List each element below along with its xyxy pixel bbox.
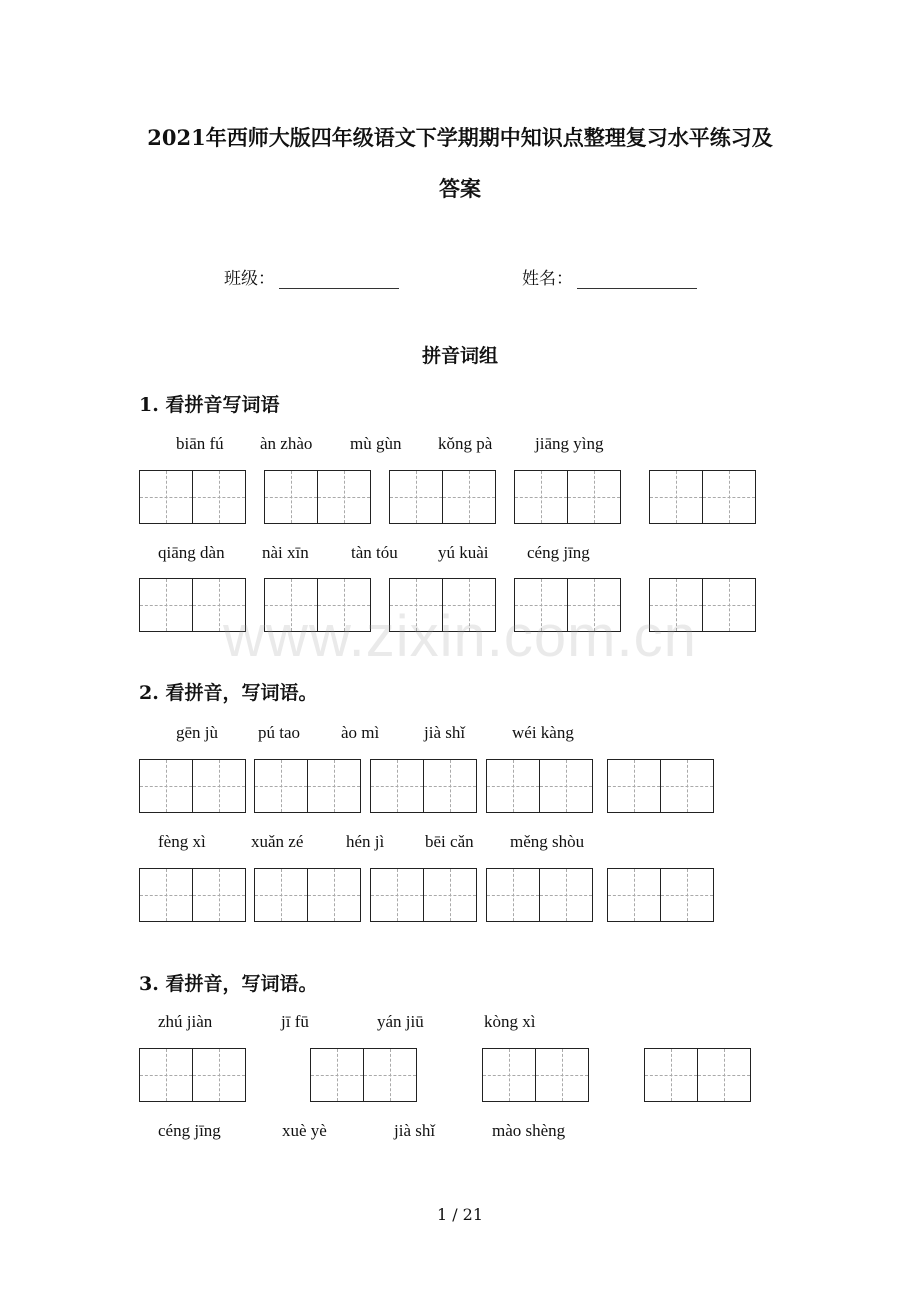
writing-grid[interactable]: [370, 759, 477, 813]
pinyin-label: gēn jù: [176, 723, 219, 742]
pinyin-label: zhú jiàn: [158, 1012, 213, 1031]
writing-grid[interactable]: [607, 759, 714, 813]
writing-grid[interactable]: [607, 868, 714, 922]
pinyin-label: nài xīn: [262, 543, 309, 562]
pinyin-label: wéi kàng: [512, 723, 574, 742]
writing-grid[interactable]: [310, 1048, 417, 1102]
pinyin-label: tàn tóu: [351, 543, 398, 562]
question-1-title: 1. 看拼音写词语: [139, 394, 280, 416]
pinyin-label: měng shòu: [510, 832, 585, 851]
writing-grid[interactable]: [514, 470, 621, 524]
question-2-title: 2. 看拼音，写词语。: [139, 682, 318, 704]
doc-title-line2: 答案: [439, 176, 481, 201]
doc-title-line1: 2021年西师大版四年级语文下学期期中知识点整理复习水平练习及: [147, 125, 773, 150]
pinyin-label: kǒng pà: [438, 434, 493, 453]
class-label: 班级：: [224, 269, 275, 289]
pinyin-label: jī fū: [281, 1012, 309, 1031]
pinyin-label: pú tao: [258, 723, 301, 742]
pinyin-label: kòng xì: [484, 1012, 536, 1031]
writing-grid[interactable]: [139, 759, 246, 813]
name-field: [522, 264, 697, 289]
name-blank[interactable]: [577, 270, 697, 289]
writing-grid[interactable]: [486, 868, 593, 922]
writing-grid[interactable]: [649, 470, 756, 524]
pinyin-label: yán jiū: [377, 1012, 424, 1031]
class-blank[interactable]: [279, 270, 399, 289]
pinyin-label: yú kuài: [438, 543, 489, 562]
writing-grid[interactable]: [486, 759, 593, 813]
pinyin-label: jià shǐ: [394, 1121, 436, 1140]
writing-grid[interactable]: [139, 868, 246, 922]
writing-grid[interactable]: [370, 868, 477, 922]
section-title: 拼音词组: [421, 345, 498, 367]
pinyin-label: xuǎn zé: [251, 832, 304, 851]
pinyin-label: qiāng dàn: [158, 543, 225, 562]
writing-grid[interactable]: [482, 1048, 589, 1102]
page-number: 1 / 21: [436, 1205, 484, 1224]
pinyin-label: jià shǐ: [424, 723, 466, 742]
pinyin-label: xuè yè: [282, 1121, 327, 1140]
writing-grid[interactable]: [264, 470, 371, 524]
question-3-title: 3. 看拼音，写词语。: [139, 973, 318, 995]
class-field: [224, 264, 399, 289]
pinyin-label: biān fú: [176, 434, 224, 453]
pinyin-label: mào shèng: [492, 1121, 566, 1140]
pinyin-label: bēi cǎn: [425, 832, 474, 851]
writing-grid[interactable]: [644, 1048, 751, 1102]
pinyin-label: fèng xì: [158, 832, 206, 851]
writing-grid[interactable]: [139, 470, 246, 524]
pinyin-label: ào mì: [341, 723, 380, 742]
writing-grid[interactable]: [389, 470, 496, 524]
pinyin-label: mù gùn: [350, 434, 402, 453]
pinyin-label: àn zhào: [260, 434, 313, 453]
pinyin-label: céng jīng: [527, 543, 590, 562]
name-label: 姓名：: [522, 269, 573, 289]
pinyin-label: jiāng yìng: [535, 434, 604, 453]
pinyin-label: céng jīng: [158, 1121, 221, 1140]
watermark: www.zixin.com.cn: [223, 604, 697, 669]
writing-grid[interactable]: [254, 868, 361, 922]
pinyin-label: hén jì: [346, 832, 385, 851]
writing-grid[interactable]: [139, 1048, 246, 1102]
writing-grid[interactable]: [254, 759, 361, 813]
